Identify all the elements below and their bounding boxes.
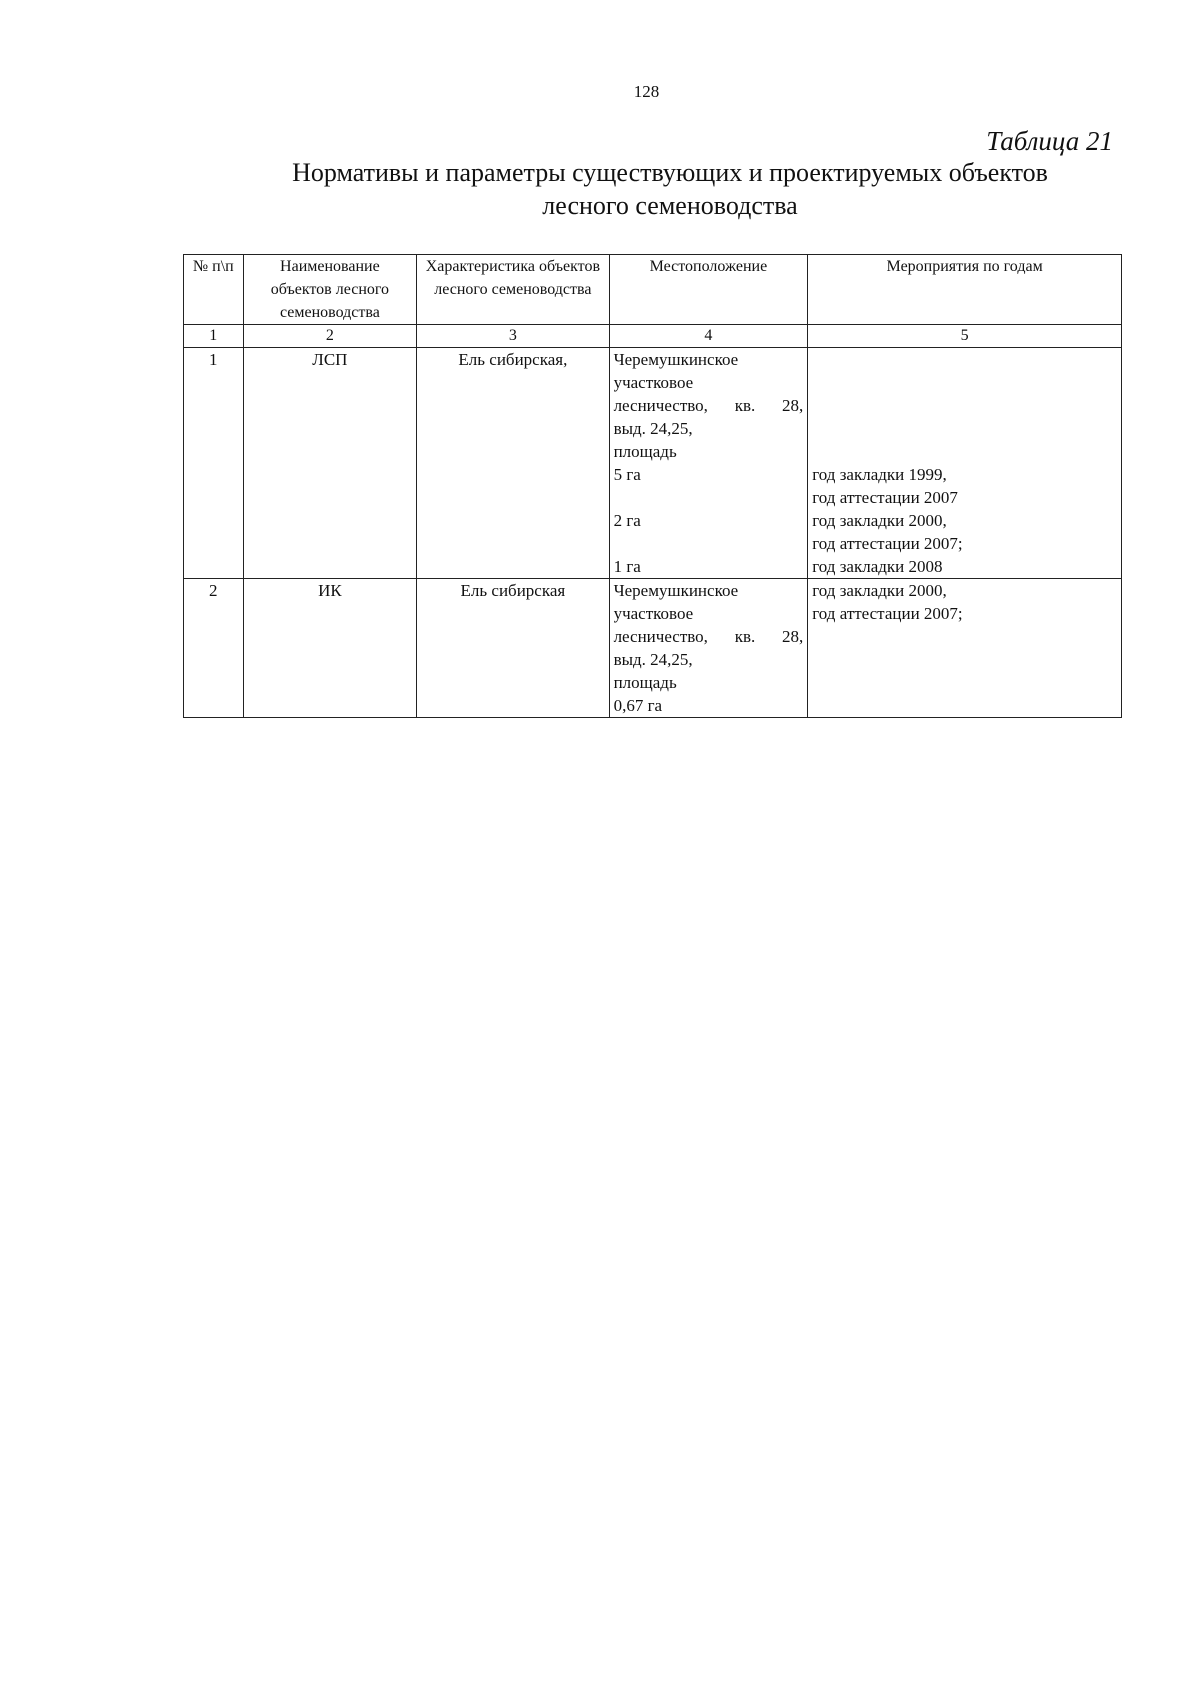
page-number: 128 (633, 82, 660, 101)
object-name: ЛСП (243, 348, 417, 579)
location-area: 2 га (613, 511, 641, 530)
header-characteristic: Характеристика объектов лесного семеноводства (417, 255, 609, 325)
location-area: 5 га (613, 465, 641, 484)
document-title-line-1: Нормативы и параметры существующих и проектируемых объектов (292, 158, 1048, 187)
object-characteristic: Ель сибирская, (417, 348, 609, 579)
header-location: Местоположение (609, 255, 808, 325)
table-label: Таблица 21 (986, 126, 1113, 156)
column-number: 3 (417, 325, 609, 348)
column-number: 1 (184, 325, 244, 348)
column-number-row (184, 325, 1122, 348)
column-number: 5 (808, 325, 1122, 348)
object-location (609, 579, 808, 718)
event-line: год закладки 2000, (812, 581, 947, 600)
location-line: выд. 24,25, (613, 419, 693, 438)
location-area: 0,67 га (613, 696, 663, 715)
spacer (614, 532, 804, 555)
column-number: 4 (609, 325, 808, 348)
table-row (184, 579, 1122, 718)
spacer (812, 371, 1117, 394)
object-name: ИК (243, 579, 417, 718)
location-line: лесничество, кв. 28, (613, 396, 804, 415)
document-title-line-2: лесного семеноводства (542, 191, 798, 220)
event-line: год закладки 2008 (812, 557, 943, 576)
location-line: площадь (613, 442, 677, 461)
event-line: год аттестации 2007; (812, 604, 963, 623)
header-object-name: Наименование объектов лесного семеноводства (243, 255, 417, 325)
location-line: Черемушкинское (613, 350, 739, 369)
header-number: № п\п (184, 255, 244, 325)
location-line: лесничество, кв. 28, (613, 627, 804, 646)
location-line: площадь (613, 673, 677, 692)
spacer (812, 348, 1117, 371)
spacer (614, 486, 804, 509)
location-line: участковое (613, 604, 694, 623)
table-row (184, 348, 1122, 579)
event-line: год закладки 2000, (812, 511, 947, 530)
spacer (812, 394, 1117, 417)
spacer (812, 440, 1117, 463)
location-line: участковое (613, 373, 694, 392)
event-line: год аттестации 2007 (812, 488, 958, 507)
location-area: 1 га (613, 557, 641, 576)
object-location (609, 348, 808, 579)
object-events (808, 579, 1122, 718)
object-characteristic: Ель сибирская (417, 579, 609, 718)
column-number: 2 (243, 325, 417, 348)
table-header-row (184, 255, 1122, 325)
spacer (812, 417, 1117, 440)
row-number: 2 (184, 579, 244, 718)
event-line: год аттестации 2007; (812, 534, 963, 553)
seed-objects-table (183, 254, 1122, 718)
row-number: 1 (184, 348, 244, 579)
location-line: Черемушкинское (613, 581, 739, 600)
event-line: год закладки 1999, (812, 465, 947, 484)
location-line: выд. 24,25, (613, 650, 693, 669)
header-events-by-year: Мероприятия по годам (808, 255, 1122, 325)
object-events (808, 348, 1122, 579)
document-title (240, 156, 1100, 222)
